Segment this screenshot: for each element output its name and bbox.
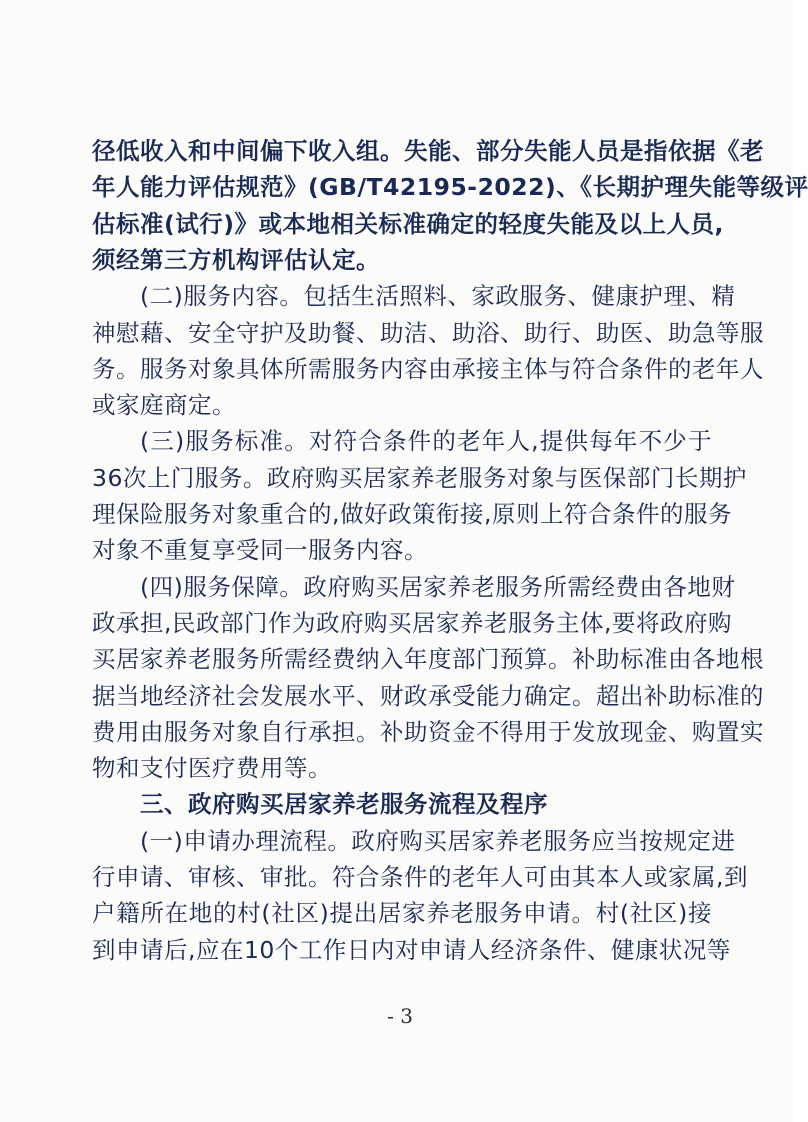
text-line: 费用由服务对象自行承担。补助资金不得用于发放现金、购置实 (92, 718, 764, 746)
text-line: 据当地经济社会发展水平、财政承受能力确定。超出补助标准的 (92, 682, 764, 710)
section-heading: 三、政府购买居家养老服务流程及程序 (140, 790, 548, 818)
text-line: 须经第三方机构评估认定。 (92, 246, 380, 274)
text-line: 物和支付医疗费用等。 (92, 754, 332, 782)
text-line: 理保险服务对象重合的,做好政策衔接,原则上符合条件的服务 (92, 500, 732, 528)
paragraph-start-line: (二)服务内容。包括生活照料、家政服务、健康护理、精 (140, 282, 736, 310)
page-number: - 3 (387, 1004, 413, 1028)
paragraph-start-line: (四)服务保障。政府购买居家养老服务所需经费由各地财 (140, 573, 736, 601)
text-line: 36次上门服务。政府购买居家养老服务对象与医保部门长期护 (92, 464, 747, 492)
text-line: 行申请、审核、审批。符合条件的老年人可由其本人或家属,到 (92, 863, 748, 891)
text-line: 或家庭商定。 (92, 391, 236, 419)
text-line: 神慰藉、安全守护及助餐、助洁、助浴、助行、助医、助急等服 (92, 319, 764, 347)
paragraph-start-line: (三)服务标准。对符合条件的老年人,提供每年不少于 (140, 427, 712, 455)
text-line: 对象不重复享受同一服务内容。 (92, 536, 428, 564)
text-line: 径低收入和中间偏下收入组。失能、部分失能人员是指依据《老 (92, 137, 764, 165)
text-line: 年人能力评估规范》(GB/T42195-2022)、《长期护理失能等级评 (92, 173, 808, 201)
text-line: 政承担,民政部门作为政府购买居家养老服务主体,要将政府购 (92, 609, 732, 637)
text-line: 买居家养老服务所需经费纳入年度部门预算。补助标准由各地根 (92, 645, 764, 673)
text-line: 务。服务对象具体所需服务内容由承接主体与符合条件的老年人 (92, 355, 764, 383)
paragraph-start-line: (一)申请办理流程。政府购买居家养老服务应当按规定进 (140, 827, 736, 855)
text-line: 估标准(试行)》或本地相关标准确定的轻度失能及以上人员, (92, 210, 724, 238)
text-line: 户籍所在地的村(社区)提出居家养老服务申请。村(社区)接 (92, 899, 712, 927)
text-line: 到申请后,应在10个工作日内对申请人经济条件、健康状况等 (92, 936, 731, 964)
